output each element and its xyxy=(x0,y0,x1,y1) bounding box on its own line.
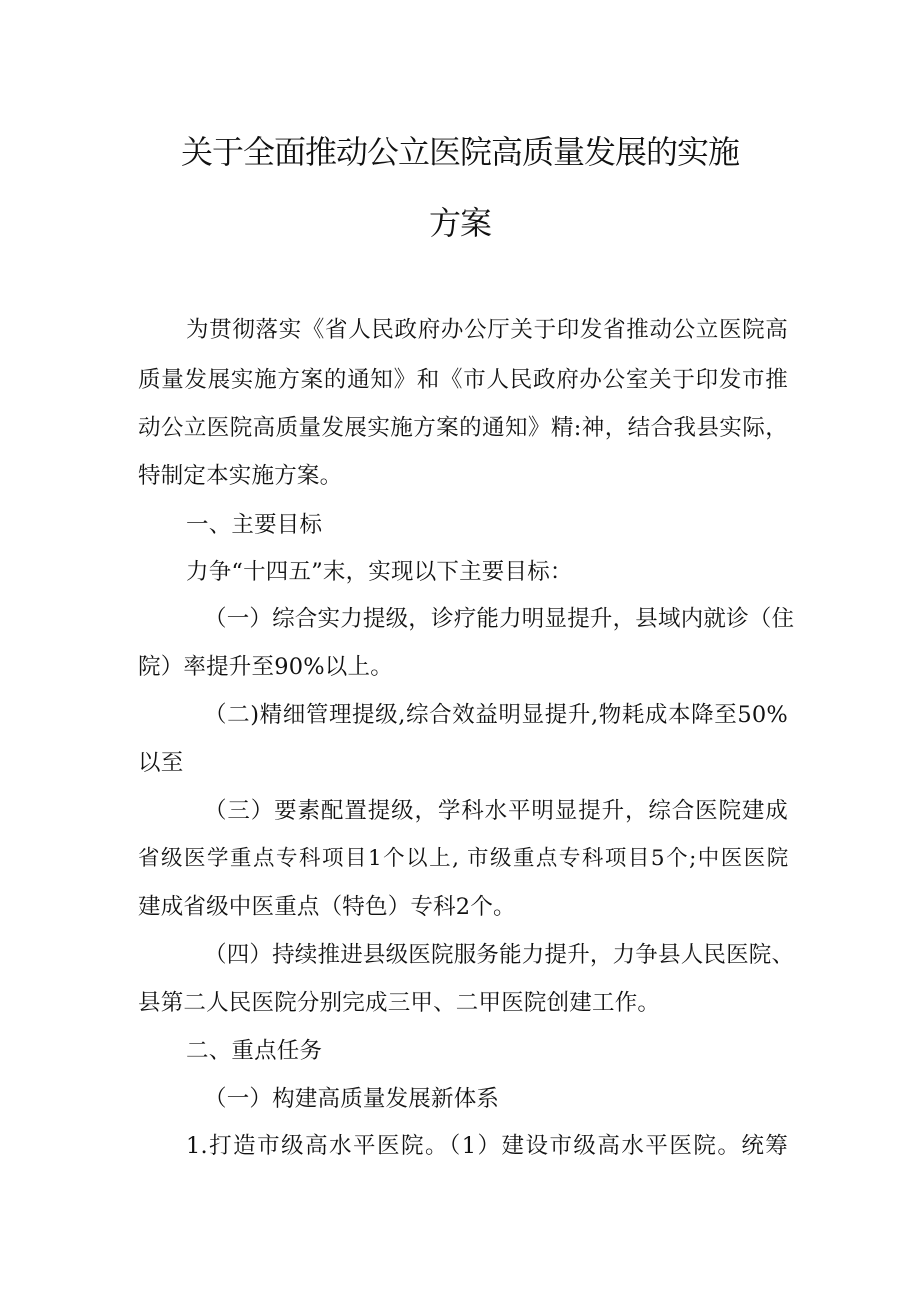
goal-3-line-1: （三）要素配置提级，学科水平明显提升，综合医院建成 xyxy=(204,798,788,824)
goal-4-line-2: 县第二人民医院分别完成三甲、二甲医院创建工作。 xyxy=(138,990,661,1016)
intro-line-4: 特制定本实施方案。 xyxy=(138,463,343,489)
section-heading-1: 一、主要目标 xyxy=(186,512,323,538)
goal-1-line-1: （一）综合实力提级，诊疗能力明显提升，县域内就诊（住 xyxy=(204,606,795,632)
document-title-line-1: 关于全面推动公立医院高质量发展的实施 xyxy=(180,133,739,171)
goal-intro: 力争“十四五”末，实现以下主要目标： xyxy=(186,559,573,585)
intro-line-3: 动公立医院高质量发展实施方案的通知》精:神，结合我县实际， xyxy=(138,415,788,441)
intro-line-1: 为贯彻落实《省人民政府办公厅关于印发省推动公立医院高 xyxy=(186,317,788,343)
task-1-heading: （一）构建高质量发展新体系 xyxy=(204,1086,500,1112)
task-1-item-1: 1.打造市级高水平医院。（1）建设市级高水平医院。统筹 xyxy=(186,1133,788,1159)
section-heading-2: 二、重点任务 xyxy=(186,1038,323,1064)
goal-2-line-1: （二)精细管理提级,综合效益明显提升,物耗成本降至50% xyxy=(204,702,788,728)
goal-3-line-2: 省级医学重点专科项目1个以上, 市级重点专科项目5个;中医医院 xyxy=(138,846,788,871)
goal-3-line-3: 建成省级中医重点（特色）专科2个。 xyxy=(138,894,516,920)
goal-2-line-2: 以至 xyxy=(138,750,184,776)
goal-1-line-2: 院）率提升至90%以上。 xyxy=(138,654,393,680)
intro-line-2: 质量发展实施方案的通知》和《市人民政府办公室关于印发市推 xyxy=(138,367,788,393)
goal-4-line-1: （四）持续推进县级医院服务能力提升，力争县人民医院、 xyxy=(204,942,795,968)
document-title-line-2: 方案 xyxy=(428,204,491,242)
